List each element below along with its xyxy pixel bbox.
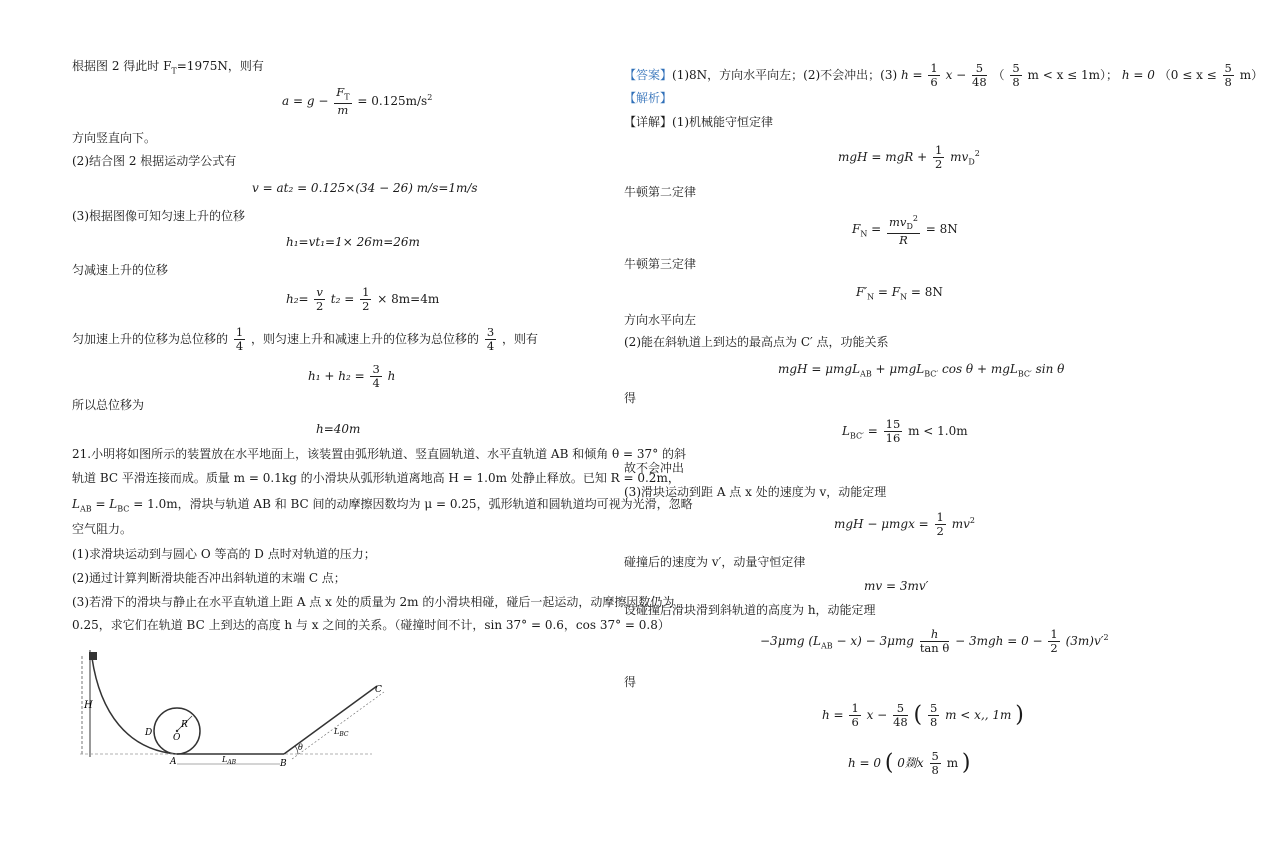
label-theta: θ — [298, 743, 303, 752]
equation-collision-energy: −3μmg $(L_{AB} - x) - 3\mu mg$ $\frac{h}{\text{tan θ}}$ − 3mgh = 0 − $\frac{1}{2}$ $(3m)v'^2$ — [760, 627, 1109, 655]
incline-dimension — [292, 692, 384, 759]
text-line: 所以总位移为 — [72, 398, 145, 412]
text-line: 方向竖直向下。 — [72, 131, 157, 145]
equation-work-energy: mgH = μmgL$_{AB}$ + μmgL$_{BC'}$ cos θ + mgL$_{BC'}$ sin θ — [778, 362, 1065, 379]
equation-third-law: $F'_N = F_N = 8N$ — [856, 285, 943, 302]
equation-h1: h₁=vt₁=1× 26m=26m — [286, 235, 420, 249]
text-line: 设碰撞后滑块滑到斜轨道的高度为 h，动能定理 — [624, 603, 876, 617]
equation-result-zero: h = 0 ( 0剟x $\frac{5}{8}$ m ) — [848, 749, 971, 777]
equation-lbc: $L_{BC'}$ = $\frac{15}{16}$ m < 1.0m — [842, 417, 968, 445]
text-line: 根据图 2 得此时 $F_T=1975N$，则有 — [72, 59, 264, 76]
equation-result: h = $\frac{1}{6}$ x − $\frac{5}{48}$ ( $\frac{5}{8}$ m < x,, 1m ) — [822, 701, 1024, 729]
text-line: 故不会冲出 — [624, 461, 685, 475]
text-line: 牛顿第二定律 — [624, 185, 697, 199]
equation-total: h=40m — [316, 422, 361, 436]
center-point — [176, 730, 178, 732]
text-line: (2)结合图 2 根据运动学公式有 — [72, 154, 237, 168]
question-21-line3: $L_{AB} = L_{BC} = 1.0m$，滑块与轨道 AB 和 BC 间的动摩擦因数均为 μ = 0.25，弧形轨道和圆轨道均可视为光滑，忽略 — [72, 497, 693, 514]
text-line: 牛顿第三定律 — [624, 257, 697, 271]
answer-line: 【答案】(1)8N，方向水平向左；(2)不会冲出；(3) h = $\frac{1}{6}$ x − $\frac{5}{48}$ （ $\frac{5}{8}$ m < x ≤ 1m）； h = 0 （0 ≤ x ≤ $\frac{5}{8}$ m） — [624, 61, 1263, 89]
text-line: 得 — [624, 675, 637, 689]
text-line: 方向水平向左 — [624, 313, 697, 327]
label-O: O — [173, 733, 181, 743]
question-21-line1: 21.小明将如图所示的装置放在水平地面上，该装置由弧形轨道、竖直圆轨道、水平直轨道 AB 和倾角 θ = 37° 的斜 — [72, 447, 687, 461]
label-R: R — [181, 720, 188, 730]
question-21-part2: (2)通过计算判断滑块能否冲出斜轨道的末端 C 点； — [72, 571, 346, 585]
text-line: 匀减速上升的位移 — [72, 263, 169, 277]
text-line: 碰撞后的速度为 v′，动量守恒定律 — [624, 555, 806, 569]
equation-normal-force: $F_N$ = $\frac{mv_D^2}{R}$ = 8N — [852, 214, 958, 248]
label-LBC: $L_{BC}$ — [334, 727, 349, 738]
text-line: 得 — [624, 391, 637, 405]
detail-line: 【详解】(1)机械能守恒定律 — [624, 115, 774, 129]
equation-kinetic: mgH − μmgx = $\frac{1}{2}$ $mv^2$ — [834, 510, 975, 538]
equation-energy: mgH = mgR + $\frac{1}{2}$ $mv_D^2$ — [838, 143, 980, 171]
equation-h2: h₂= $\frac{v}{2}$ t₂ = $\frac{1}{2}$ × 8m=4m — [286, 285, 440, 313]
text-line: (3)滑块运动到距 A 点 x 处的速度为 v，动能定理 — [624, 485, 887, 499]
question-21-part3a: (3)若滑下的滑块与静止在水平直轨道上距 A 点 x 处的质量为 2m 的小滑块相碰，碰后一起运动，动摩擦因数仍为 — [72, 595, 675, 609]
curved-track — [92, 658, 177, 754]
question-21-part1: (1)求滑块运动到与圆心 O 等高的 D 点时对轨道的压力； — [72, 547, 376, 561]
text-line: (2)能在斜轨道上到达的最高点为 C′ 点，功能关系 — [624, 335, 889, 349]
label-A: A — [170, 757, 177, 767]
question-21-line2: 轨道 BC 平滑连接而成。质量 m = 0.1kg 的小滑块从弧形轨道离地高 H = 1.0m 处静止释放。已知 R = 0.2m， — [72, 471, 680, 485]
equation-sum: h₁ + h₂ = $\frac{3}{4}$ h — [308, 362, 396, 390]
question-21-part3b: 0.25，求它们在轨道 BC 上到达的高度 h 与 x 之间的关系。（碰撞时间不计，sin 37° = 0.6，cos 37° = 0.8） — [72, 618, 670, 632]
label-LAB: $L_{AB}$ — [222, 755, 237, 766]
text-line: (3)根据图像可知匀速上升的位移 — [72, 209, 245, 223]
label-H: H — [84, 700, 93, 711]
equation-acceleration: a = g − $\frac{F_T}{m}$ = $0.125m/s^2$ — [282, 85, 433, 118]
slider-block — [89, 652, 97, 660]
analysis-tag: 【解析】 — [624, 91, 673, 105]
label-D: D — [145, 728, 153, 738]
question-21-line4: 空气阻力。 — [72, 522, 133, 536]
equation-momentum: mv = 3mv′ — [864, 579, 929, 593]
label-C: C — [375, 685, 382, 695]
label-B: B — [280, 759, 287, 769]
track-diagram — [72, 642, 392, 774]
equation-velocity: v = at₂ = 0.125×(34 − 26) m/s=1m/s — [252, 181, 478, 195]
text-line: 匀加速上升的位移为总位移的 $\frac{1}{4}$ ，则匀速上升和减速上升的位移为总位移的 $\frac{3}{4}$ ，则有 — [72, 325, 539, 353]
